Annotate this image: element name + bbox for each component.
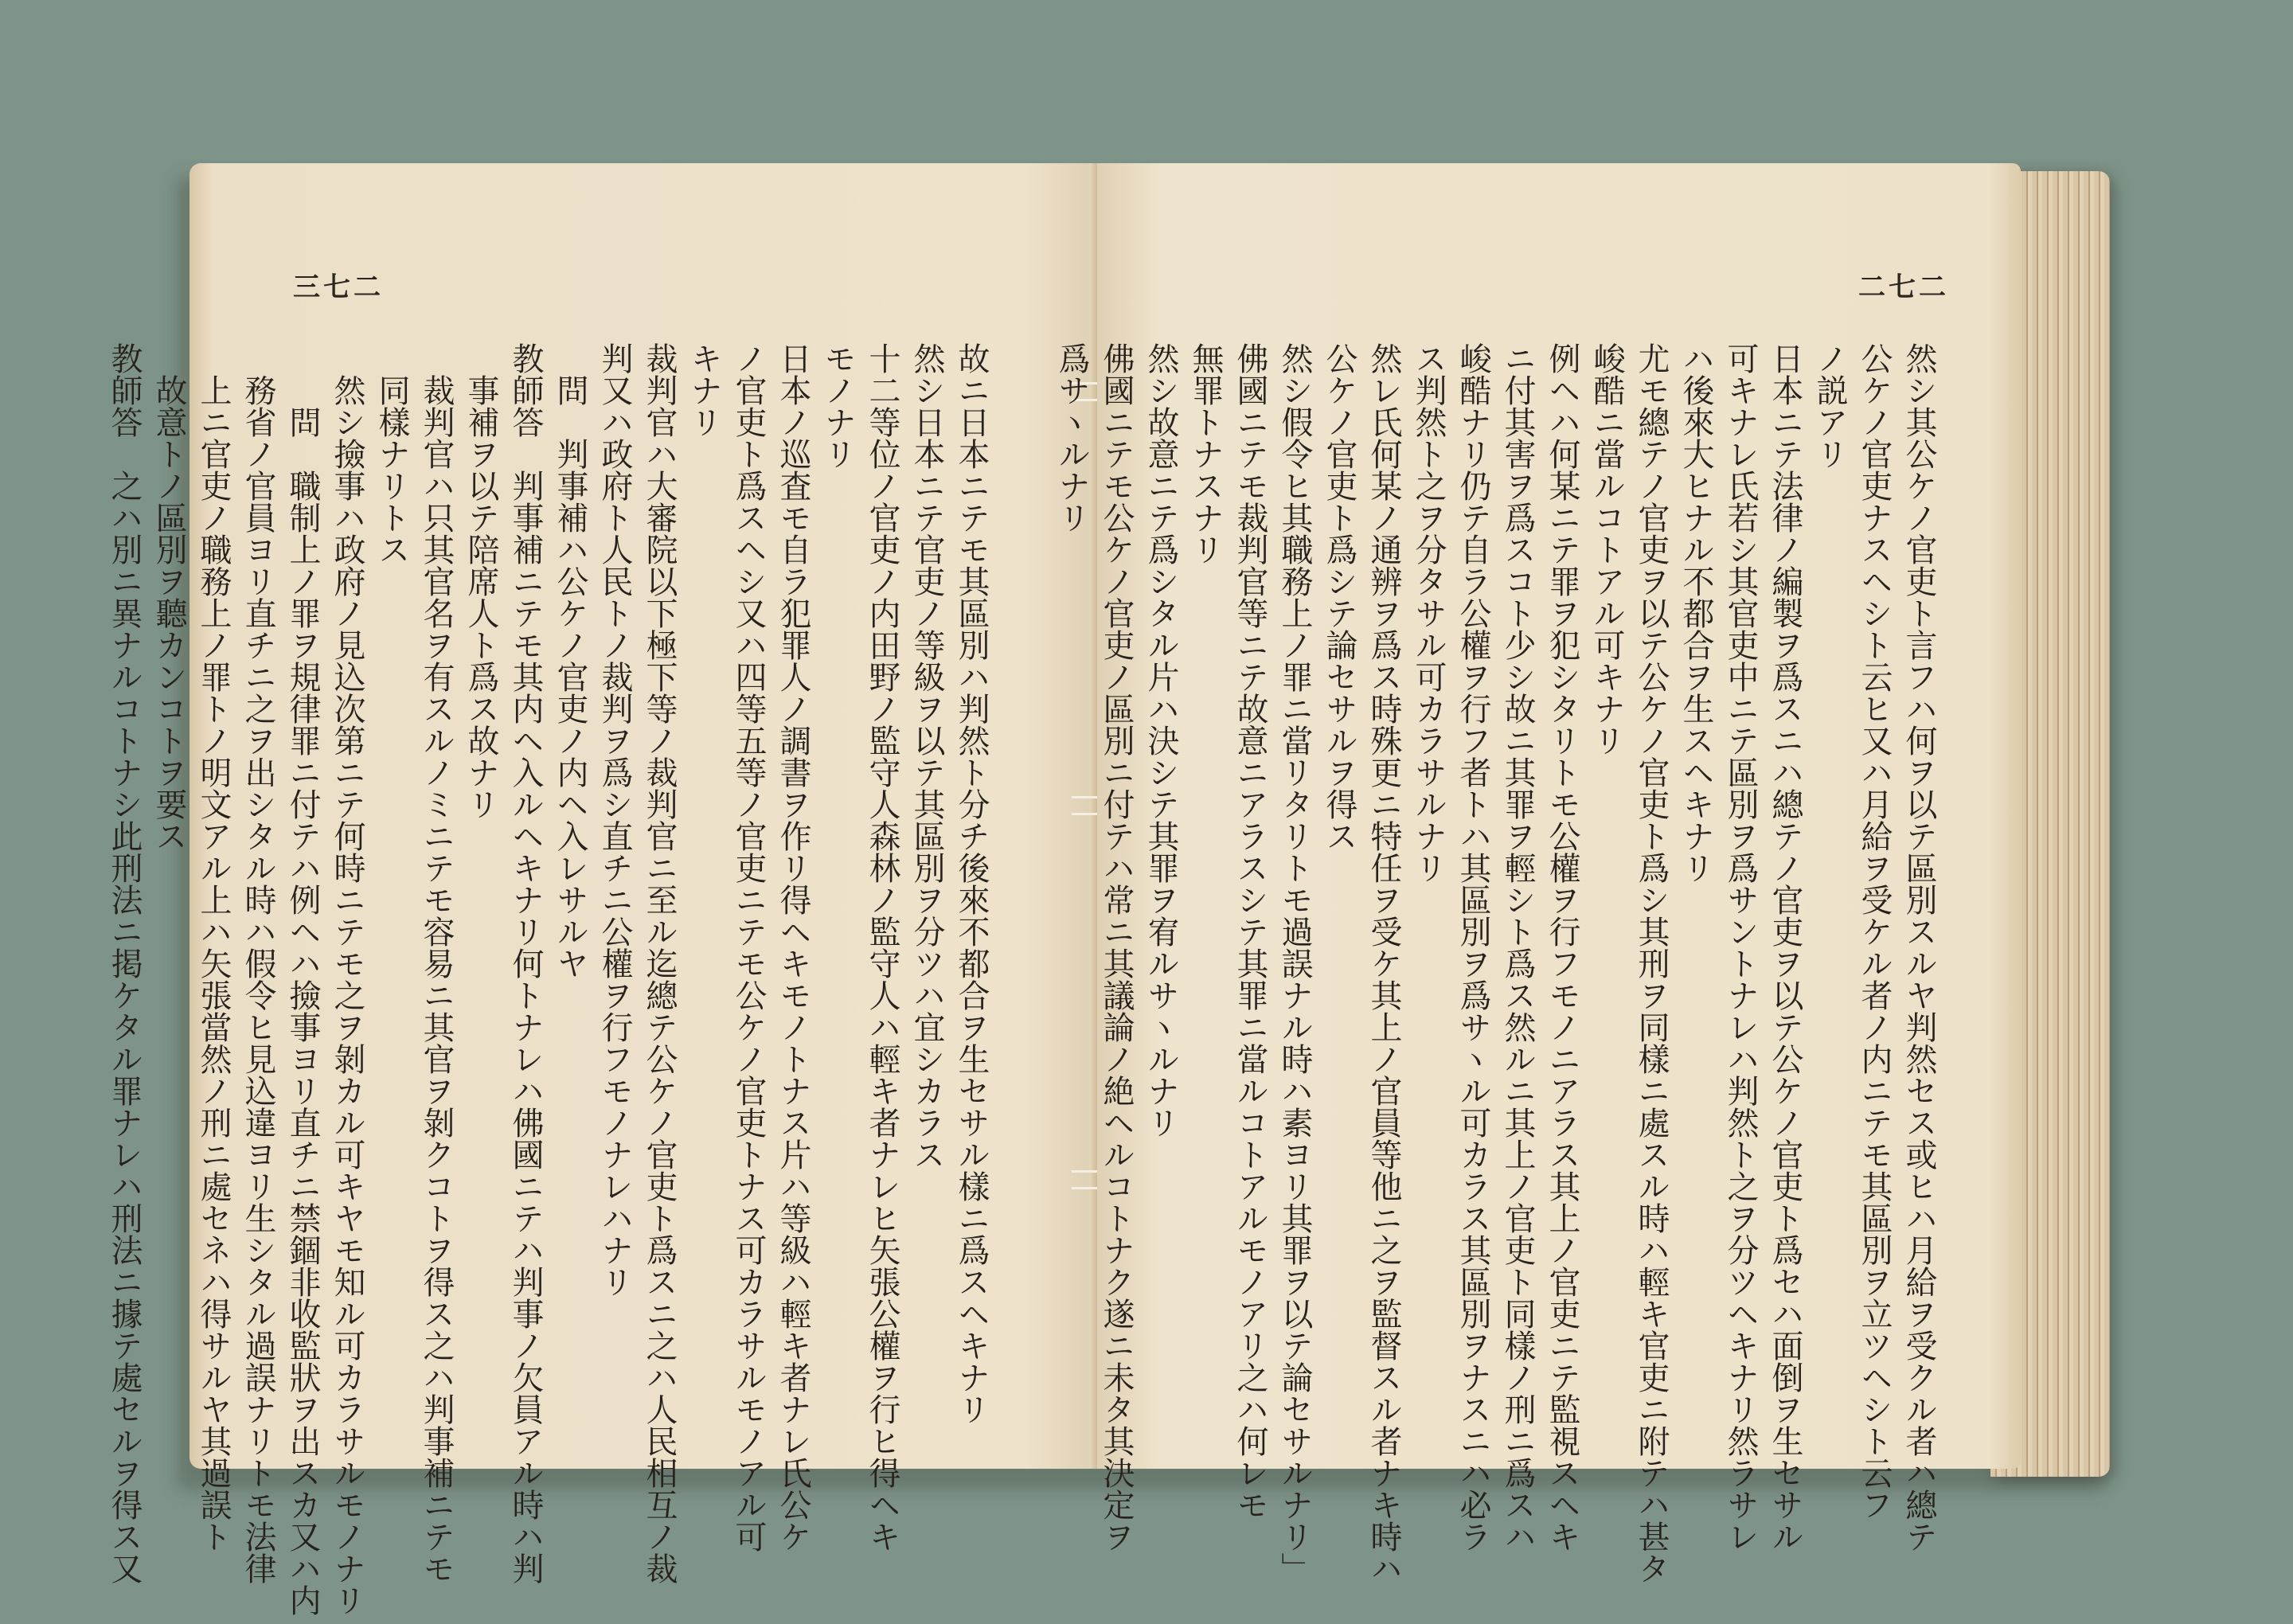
- text-column: ニ付其害ヲ爲スコト少シ故ニ其罪ヲ輕シト爲ス然ルニ其上ノ官吏ト同樣ノ刑ニ爲スハ: [1499, 342, 1536, 1552]
- text-column: 峻酷ナリ仍テ自ラ公權ヲ行フ者トハ其區別ヲ爲サヽル可カラス其區別ヲナスニハ必ラ: [1455, 342, 1491, 1552]
- text-column: モノナリ: [819, 342, 856, 470]
- left-page-text: [102, 342, 994, 1616]
- text-column: 公ケノ官吏ナスヘシト云ヒ又ハ月給ヲ受ケル者ノ内ニテモ其區別ヲ立ツヘシト云フ: [1856, 342, 1893, 1521]
- right-page-number: 二七二: [1858, 271, 1949, 303]
- text-column: 故ニ日本ニテモ其區別ハ判然ト分チ後來不都合ヲ生セサル樣ニ爲スヘキナリ: [953, 342, 990, 1425]
- text-column: 無罪トナスナリ: [1187, 342, 1224, 565]
- text-column: 日本ニテ法律ノ編製ヲ爲スニハ總テノ官吏ヲ以テ公ケノ官吏ト爲セハ面倒ヲ生セサル: [1767, 342, 1803, 1552]
- text-column: 裁判官ハ只其官名ヲ有スルノミニテモ容易ニ其官ヲ剝クコトヲ得ス之ハ判事補ニテモ: [418, 374, 455, 1584]
- text-column: 上ニ官吏ノ職務上ノ罪トノ明文アル上ハ矢張當然ノ刑ニ處セネハ得サルヤ其過誤ト: [195, 374, 232, 1552]
- right-page: [1053, 163, 2021, 1584]
- text-column: 然シ日本ニテ官吏ノ等級ヲ以テ其區別ヲ分ツハ宜シカラス: [908, 342, 945, 1170]
- text-column: 然シ假令ヒ其職務上ノ罪ニ當リタリトモ過誤ナル時ハ素ヨリ其罪ヲ以テ論セサルナリ」: [1276, 342, 1313, 1584]
- text-column: 問 職制上ノ罪ヲ規律罪ニ付テハ例ヘハ撿事ヨリ直チニ禁錮非收監狀ヲ出スカ又ハ内: [284, 406, 321, 1616]
- text-column: 公ケノ官吏ト爲シテ論セサルヲ得ス: [1321, 342, 1357, 852]
- text-column: 事補ヲ以テ陪席人ト爲ス故ナリ: [463, 374, 499, 820]
- text-column: 教師答 判事補ニテモ其内ヘ入ルヘキナリ何トナレハ佛國ニテハ判事ノ欠員アル時ハ判: [507, 342, 544, 1584]
- text-column: 可キナレ氏若シ其官吏中ニテ區別ヲ爲サントナレハ判然ト之ヲ分ツヘキナリ然ラサレ: [1722, 342, 1759, 1552]
- text-column: 佛國ニテモ裁判官等ニテ故意ニアラスシテ其罪ニ當ルコトアルモノアリ之ハ何レモ: [1232, 342, 1268, 1521]
- text-column: 峻酷ニ當ルコトアル可キナリ: [1588, 342, 1625, 756]
- text-column: ス判然ト之ヲ分タサル可カラサルナリ: [1410, 342, 1447, 884]
- text-column: 佛國ニテモ公ケノ官吏ノ區別ニ付テハ常ニ其議論ノ絶ヘルコトナク遂ニ未タ其決定ヲ: [1098, 342, 1135, 1552]
- text-column: 然レ氏何某ノ通辨ヲ爲ス時殊更ニ特任ヲ受ケ其上ノ官員等他ニ之ヲ監督スル者ナキ時ハ: [1365, 342, 1402, 1584]
- text-column: 教師答 之ハ別ニ異ナルコトナシ此刑法ニ掲ケタル罪ナレハ刑法ニ據テ處セルヲ得ス又: [106, 342, 143, 1584]
- right-page-text: [1049, 342, 1941, 1584]
- text-column: 十二等位ノ官吏ノ内田野ノ監守人森林ノ監守人ハ輕キ者ナレヒ矢張公權ヲ行ヒ得ヘキ: [864, 342, 900, 1552]
- left-page-number: 三七二: [293, 271, 384, 303]
- left-page: [106, 163, 1097, 1616]
- text-column: 爲サヽルナリ: [1053, 342, 1090, 533]
- text-column: キナリ: [686, 342, 722, 438]
- text-column: 然シ撿事ハ政府ノ見込次第ニテ何時ニテモ之ヲ剝カル可キヤモ知ル可カラサルモノナリ: [329, 374, 365, 1616]
- text-column: ハ後來大ヒナル不都合ヲ生スヘキナリ: [1678, 342, 1714, 884]
- text-column: ノ説アリ: [1811, 342, 1848, 470]
- text-column: 然シ故意ニテ爲シタル片ハ決シテ其罪ヲ宥ルサヽルナリ: [1143, 342, 1179, 1138]
- text-column: 同樣ナリトス: [373, 374, 410, 565]
- text-column: ノ官吏ト爲スヘシ又ハ四等五等ノ官吏ニテモ公ケノ官吏トナス可カラサルモノアル可: [730, 342, 767, 1552]
- text-column: 判又ハ政府ト人民トノ裁判ヲ爲シ直チニ公權ヲ行フモノナレハナリ: [596, 342, 633, 1298]
- text-column: 日本ノ巡査モ自ラ犯罪人ノ調書ヲ作リ得ヘキモノトナス片ハ等級ハ輕キ者ナレ氏公ケ: [775, 342, 811, 1552]
- text-column: 故意トノ區別ヲ聽カンコトヲ要ス: [150, 374, 187, 852]
- text-column: 尤モ總テノ官吏ヲ以テ公ケノ官吏ト爲シ其刑ヲ同樣ニ處スル時ハ輕キ官吏ニ附テハ甚タ: [1633, 342, 1670, 1584]
- text-column: 裁判官ハ大審院以下極下等ノ裁判官ニ至ル迄總テ公ケノ官吏ト爲スニ之ハ人民相互ノ裁: [641, 342, 678, 1584]
- text-column: 例ヘハ何某ニテ罪ヲ犯シタリトモ公權ヲ行フモノニアラス其上ノ官吏ニテ監視スヘキ: [1544, 342, 1580, 1552]
- text-column: 務省ノ官員ヨリ直チニ之ヲ出シタル時ハ假令ヒ見込違ヨリ生シタル過誤ナリトモ法律: [240, 374, 276, 1584]
- text-column: 問 判事補ハ公ケノ官吏ノ内ヘ入レサルヤ: [552, 374, 588, 979]
- text-column: 然シ其公ケノ官吏ト言フハ何ヲ以テ區別スルヤ判然セス或ヒハ月給ヲ受クル者ハ總テ: [1900, 342, 1937, 1552]
